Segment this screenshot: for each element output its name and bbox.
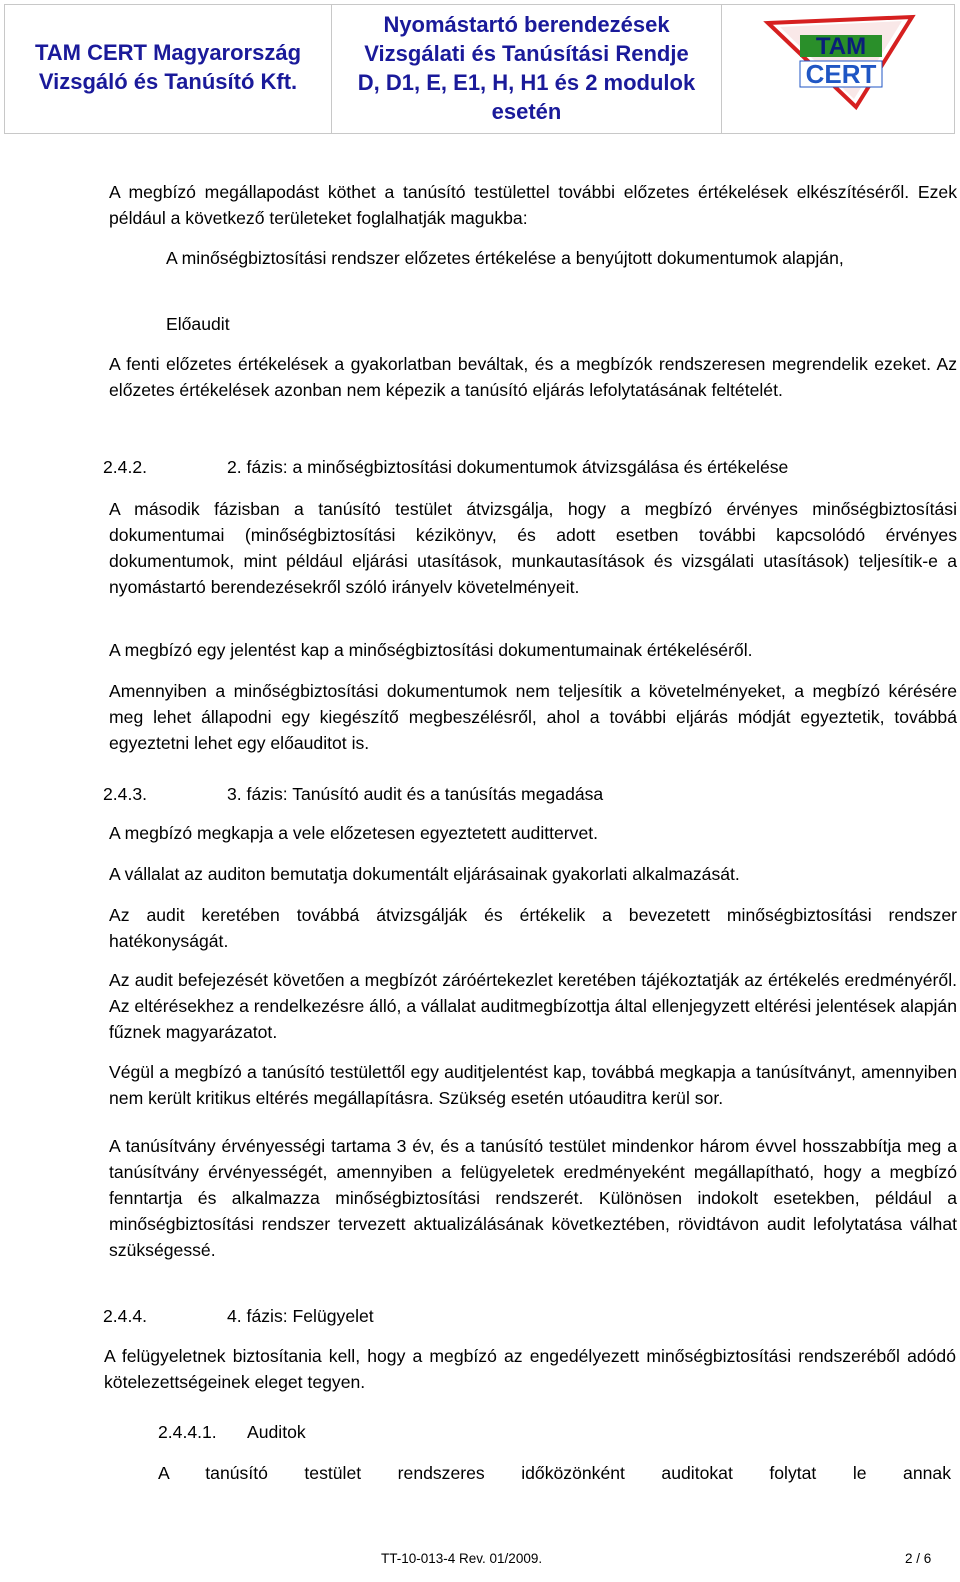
svg-text:CERT: CERT bbox=[805, 59, 877, 89]
section-2-4-3-title: 3. fázis: Tanúsító audit és a tanúsítás megadása bbox=[227, 784, 604, 804]
section-2-4-4-paragraph-1: A felügyeletnek biztosítania kell, hogy a megbízó az engedélyezett minőségbiztosítási rendszeréből adódó kötelezettségeinek eleget tegyen. bbox=[104, 1346, 956, 1392]
section-2-4-3-number: 2.4.3. bbox=[103, 784, 148, 804]
title-line-3: D, D1, E, E1, H, H1 és 2 modulok bbox=[357, 70, 696, 95]
company-name: TAM CERT Magyarország bbox=[34, 40, 302, 65]
bullet-item-1: A minőségbiztosítási rendszer előzetes értékelése a benyújtott dokumentumok alapján, bbox=[166, 248, 844, 268]
page-header bbox=[4, 4, 955, 134]
after-bullets-paragraph: A fenti előzetes értékelések a gyakorlatban beváltak, és a megbízók rendszeresen megrendelik ezeket. Az előzetes értékelések azonban nem képezik a tanúsító eljárás lefolytatásának feltételét. bbox=[109, 354, 957, 400]
intro-paragraph: A megbízó megállapodást köthet a tanúsító testülettel további előzetes értékelések elkészítéséről. Ezek például a következő területeket foglalhatják magukba: bbox=[109, 182, 957, 228]
title-line-1: Nyomástartó berendezések bbox=[383, 12, 670, 37]
section-2-4-4-number: 2.4.4. bbox=[103, 1306, 148, 1326]
section-2-4-3-paragraph-2: A vállalat az auditon bemutatja dokumentált eljárásainak gyakorlati alkalmazását. bbox=[109, 864, 740, 884]
section-2-4-2-paragraph-2: A megbízó egy jelentést kap a minőségbiztosítási dokumentumainak értékeléséről. bbox=[109, 640, 753, 660]
svg-text:TAM: TAM bbox=[815, 33, 867, 60]
section-2-4-4-1-title: Auditok bbox=[247, 1422, 306, 1442]
bullet-item-2: Előaudit bbox=[166, 314, 230, 334]
section-2-4-3-paragraph-1: A megbízó megkapja a vele előzetesen egyeztetett audittervet. bbox=[109, 823, 599, 843]
section-2-4-2-number: 2.4.2. bbox=[103, 457, 148, 477]
section-2-4-3-paragraph-3: Az audit keretében továbbá átvizsgálják és értékelik a bevezetett minőségbiztosítási rendszer hatékonyságát. bbox=[109, 905, 957, 951]
header-logo-cell bbox=[722, 5, 954, 133]
section-2-4-3-paragraph-5: Végül a megbízó a tanúsító testülettől egy auditjelentést kap, továbbá megkapja a tanúsítványt, amennyiben nem került kritikus eltérés megállapításra. Szükség esetén utóauditra kerül sor. bbox=[109, 1062, 957, 1108]
title-line-4: esetén bbox=[491, 99, 562, 124]
footer-document-id: TT-10-013-4 Rev. 01/2009. bbox=[381, 1551, 543, 1566]
section-2-4-3-paragraph-4: Az audit befejezését követően a megbízót záróértekezlet keretében tájékoztatják az értékelés eredményéről. Az eltérésekhez a rendelkezésre álló, a vállalat auditmegbízottja által ellenjegyzett eltérési jelentések alapján fűznek magyarázatot. bbox=[109, 970, 957, 1042]
section-2-4-4-1-number: 2.4.4.1. bbox=[158, 1422, 217, 1442]
title-line-2: Vizsgálati és Tanúsítási Rendje bbox=[364, 41, 689, 66]
header-document-title bbox=[332, 5, 722, 133]
section-2-4-4-1-paragraph-1: A tanúsító testület rendszeres időközönként auditokat folytat le annak bbox=[158, 1463, 951, 1483]
section-2-4-3-paragraph-6: A tanúsítvány érvényességi tartama 3 év, és a tanúsító testület mindenkor három évvel hosszabbítja meg a tanúsítvány érvényességét, amennyiben a felügyeletek eredményeként megállapítható, hogy a megbízó fenntartja és alkalmazza minőségbiztosítási rendszerét. Különösen indokolt esetekben, például a minőségbiztosítási rendszer tervezett aktualizálásának következtében, rövidtávon audit lefolytatása válhat szükségessé. bbox=[109, 1136, 957, 1260]
tam-cert-logo bbox=[760, 13, 920, 113]
company-subtitle: Vizsgáló és Tanúsító Kft. bbox=[38, 69, 298, 94]
section-2-4-2-title: 2. fázis: a minőségbiztosítási dokumentumok átvizsgálása és értékelése bbox=[227, 457, 789, 477]
section-2-4-2-paragraph-3: Amennyiben a minőségbiztosítási dokumentumok nem teljesítik a követelményeket, a megbízó kérésére meg lehet állapodni egy kiegészítő megbeszélésről, ahol a további eljárás módját egyeztetik, továbbá egyeztetni lehet egy előauditot is. bbox=[109, 681, 957, 753]
section-2-4-2-paragraph-1: A második fázisban a tanúsító testület átvizsgálja, hogy a megbízó érvényes minőségbiztosítási dokumentumai (minőségbiztosítási kézikönyv, és adott esetben további kapcsolódó érvényes dokumentumok, mint például eljárási utasítások, munkautasítások és vizsgálati utasítások) teljesítik-e a nyomástartó berendezésekről szóló irányelv követelményeit. bbox=[109, 499, 957, 597]
header-company bbox=[5, 5, 332, 133]
section-2-4-4-title: 4. fázis: Felügyelet bbox=[227, 1306, 374, 1326]
footer-page-number: 2 / 6 bbox=[905, 1551, 932, 1566]
